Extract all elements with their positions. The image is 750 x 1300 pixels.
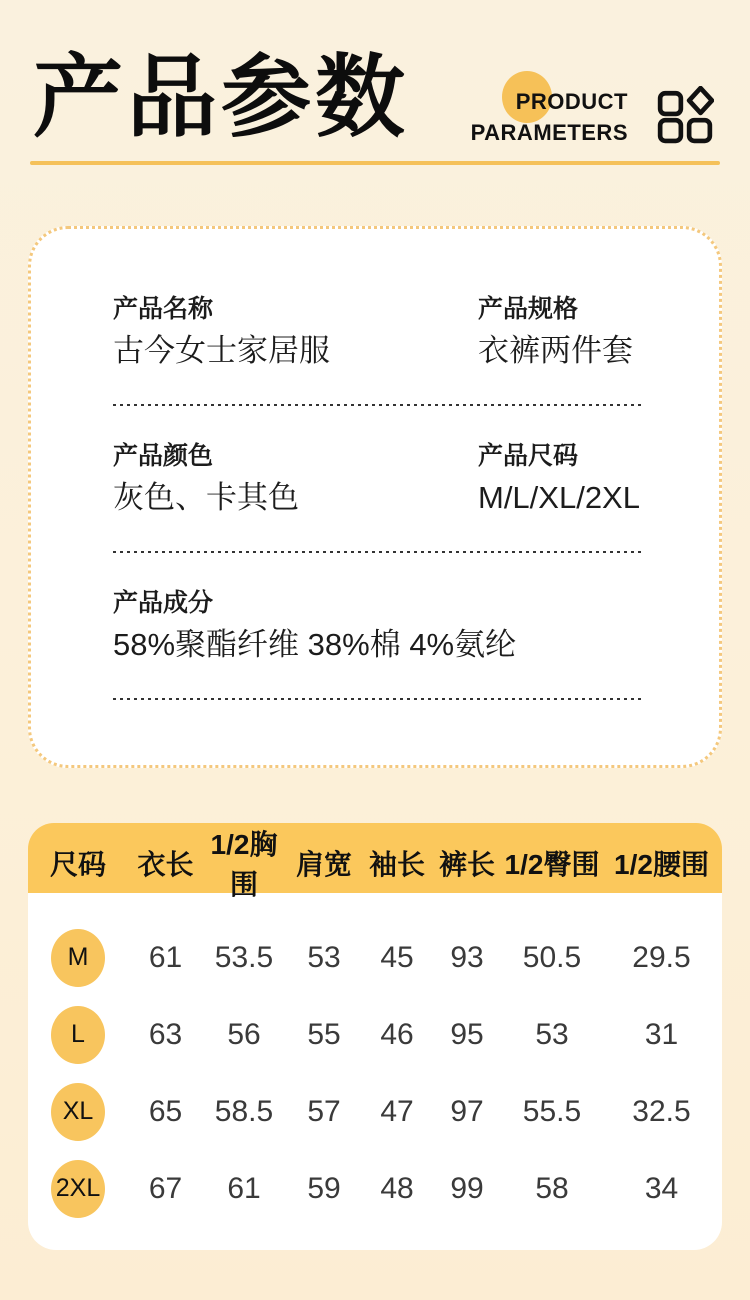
field-product-composition (113, 590, 642, 662)
table-cell: 61 (148, 940, 183, 974)
field-value: 衣裤两件套 (478, 333, 633, 368)
field-value: 58%聚酯纤维 38%棉 4%氨纶 (113, 627, 517, 662)
table-cell: 59 (307, 1171, 341, 1205)
size-badge: L (51, 1006, 105, 1064)
table-row-m (28, 919, 722, 996)
field-row-3 (113, 590, 642, 662)
field-label: 产品颜色 (113, 442, 214, 470)
header-divider (30, 161, 720, 165)
field-value: 灰色、卡其色 (113, 480, 299, 515)
page-title: 产品参数 (33, 48, 409, 148)
field-product-color (113, 443, 478, 515)
size-badge: M (51, 929, 105, 987)
table-cell: 55.5 (522, 1094, 582, 1128)
table-cell: 67 (148, 1171, 183, 1205)
table-cell: 99 (450, 1171, 484, 1205)
size-table-header (28, 823, 722, 900)
table-cell: 48 (380, 1171, 414, 1205)
column-header-hip: 1/2臀围 (504, 849, 600, 880)
field-label: 产品成分 (113, 589, 214, 617)
column-header-sleeve: 袖长 (368, 849, 425, 880)
dotted-separator (113, 551, 642, 553)
table-cell: 95 (450, 1017, 484, 1051)
table-cell: 34 (644, 1171, 679, 1205)
field-label: 产品尺码 (478, 442, 579, 470)
table-row-l (28, 996, 722, 1073)
size-table (28, 823, 722, 1250)
subtitle-line-2: PARAMETERS (470, 120, 628, 145)
page-subtitle (471, 86, 628, 148)
table-cell: 50.5 (522, 940, 582, 974)
field-product-spec (478, 296, 642, 368)
size-badge: 2XL (51, 1160, 105, 1218)
table-cell: 57 (307, 1094, 341, 1128)
field-label: 产品规格 (478, 295, 579, 323)
table-cell: 93 (450, 940, 484, 974)
table-cell: 63 (148, 1017, 183, 1051)
table-cell: 53.5 (214, 940, 274, 974)
field-value: 古今女士家居服 (113, 333, 330, 368)
table-cell: 65 (148, 1094, 183, 1128)
product-info-card (28, 226, 722, 768)
table-cell: 58.5 (214, 1094, 274, 1128)
field-product-name (113, 296, 478, 368)
field-row-2 (113, 443, 642, 515)
field-label: 产品名称 (113, 295, 214, 323)
table-cell: 31 (644, 1017, 679, 1051)
table-cell: 55 (307, 1017, 341, 1051)
table-cell: 53 (307, 940, 341, 974)
table-cell: 32.5 (632, 1094, 691, 1128)
column-header-shoulder: 肩宽 (295, 849, 352, 880)
table-cell: 53 (535, 1017, 569, 1051)
table-cell: 46 (380, 1017, 414, 1051)
table-cell: 58 (535, 1171, 569, 1205)
grid-shapes-icon (656, 86, 714, 144)
field-row-1 (113, 296, 642, 368)
field-value: M/L/XL/2XL (478, 480, 640, 515)
table-cell: 47 (380, 1094, 414, 1128)
dotted-separator (113, 698, 642, 700)
column-header-length: 衣长 (137, 849, 194, 880)
table-cell: 97 (450, 1094, 484, 1128)
column-header-chest: 1/2胸围 (210, 829, 278, 900)
table-cell: 61 (227, 1171, 261, 1205)
column-header-waist: 1/2腰围 (614, 849, 709, 880)
column-header-size: 尺码 (49, 849, 106, 880)
table-cell: 56 (227, 1017, 261, 1051)
table-cell: 29.5 (632, 940, 691, 974)
field-product-size (478, 443, 642, 515)
size-table-body (28, 893, 722, 1250)
dotted-separator (113, 404, 642, 406)
table-cell: 45 (380, 940, 414, 974)
size-badge: XL (51, 1083, 105, 1141)
table-row-xl (28, 1073, 722, 1150)
subtitle-line-1: PRODUCT (515, 89, 628, 114)
column-header-pants: 裤长 (438, 849, 495, 880)
table-row-2xl (28, 1150, 722, 1227)
